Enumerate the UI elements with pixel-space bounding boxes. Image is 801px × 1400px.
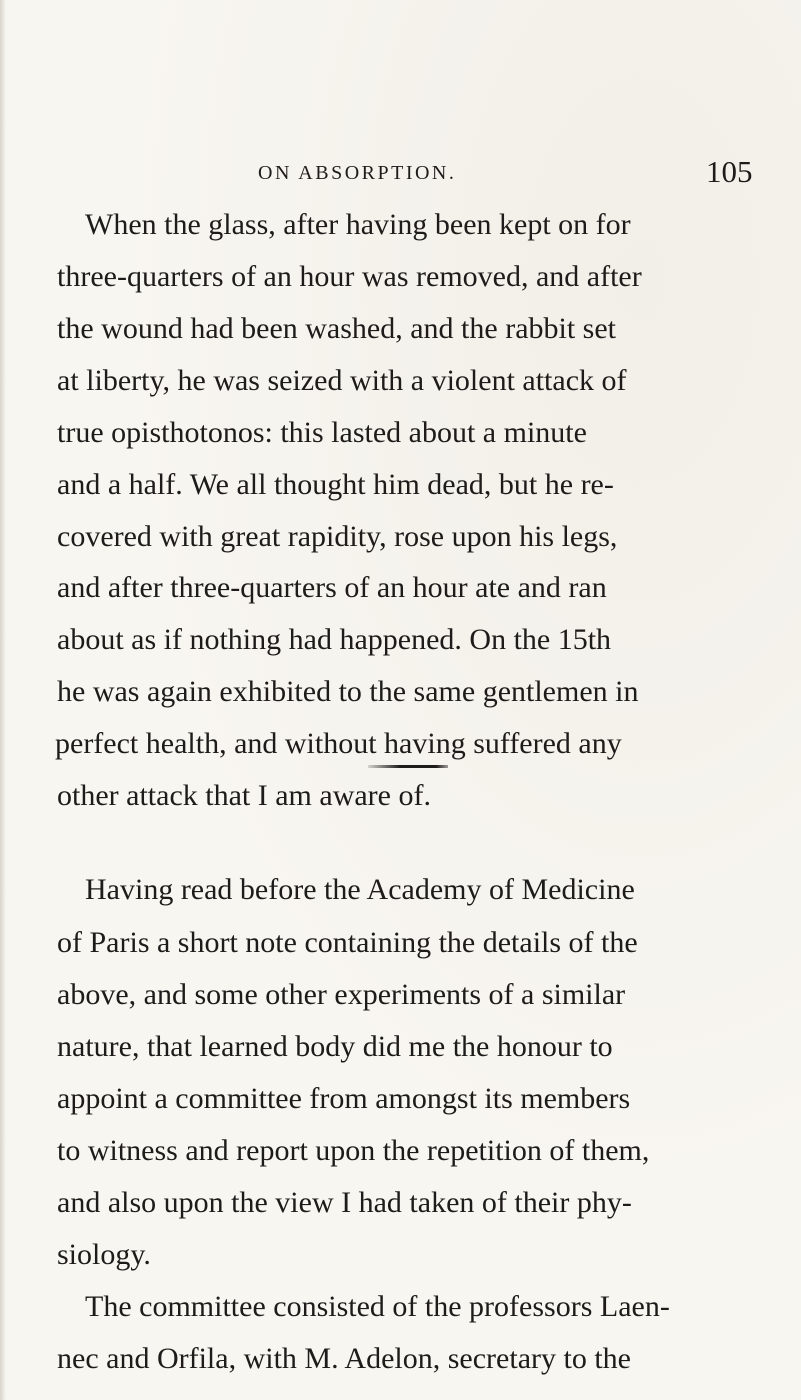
text-line: and after three-quarters of an hour ate and ran (57, 571, 607, 604)
text-line: The committee consisted of the professors Laen- (85, 1290, 670, 1323)
text-line: he was again exhibited to the same gentlemen in (57, 675, 639, 708)
text-line: to witness and report upon the repetition of them, (57, 1134, 650, 1167)
page-edge-shadow (0, 0, 6, 1400)
text-line: true opisthotonos: this lasted about a minute (57, 416, 587, 449)
text-line: and also upon the view I had taken of their phy- (57, 1186, 632, 1219)
text-line: When the glass, after having been kept on for (85, 208, 631, 241)
text-line: nec and Orfila, with M. Adelon, secretary to the (57, 1342, 631, 1375)
text-line: Having read before the Academy of Medicine (85, 873, 635, 906)
section-divider-rule (368, 765, 448, 768)
text-line: the wound had been washed, and the rabbit set (57, 312, 616, 345)
text-line: nature, that learned body did me the honour to (57, 1030, 613, 1063)
text-line: and a half. We all thought him dead, but he re- (57, 468, 614, 501)
text-line: perfect health, and without having suffered any (55, 727, 622, 760)
page-header (0, 150, 801, 190)
text-line: appoint a committee from amongst its members (57, 1082, 631, 1115)
text-line: about as if nothing had happened. On the 15th (57, 623, 612, 656)
page-number: 105 (706, 154, 753, 189)
text-line: of Paris a short note containing the details of the (57, 926, 638, 959)
text-line: above, and some other experiments of a similar (57, 978, 626, 1011)
text-line: covered with great rapidity, rose upon his legs, (57, 520, 618, 553)
text-line: siology. (57, 1238, 151, 1271)
text-line: other attack that I am aware of. (57, 779, 431, 812)
text-line: at liberty, he was seized with a violent attack of (57, 364, 627, 397)
running-head: ON ABSORPTION. (258, 162, 457, 184)
text-line: three-quarters of an hour was removed, and after (57, 260, 642, 293)
